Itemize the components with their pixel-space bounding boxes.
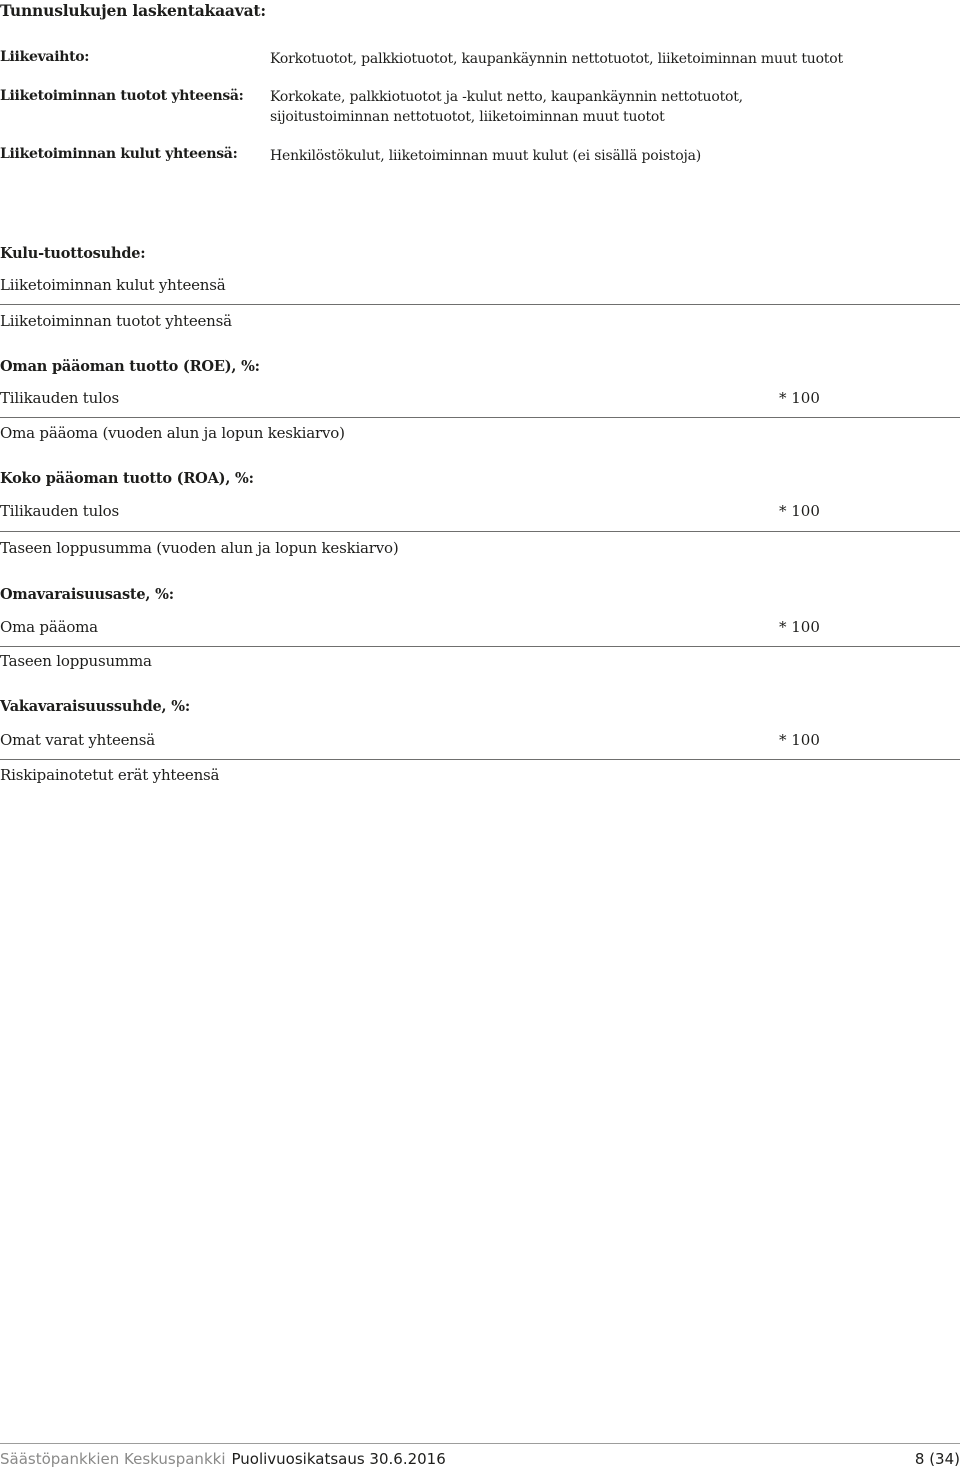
footer-report-title: Puolivuosikatsaus 30.6.2016 [231, 1450, 446, 1468]
definition-desc-kulut: Henkilöstökulut, liiketoiminnan muut kulut (ei sisällä poistoja) [270, 148, 702, 164]
formula-numerator-capital-adequacy: Omat varat yhteensä [0, 731, 156, 749]
page-footer [0, 1450, 960, 1468]
formula-numerator-cost-income: Liiketoiminnan kulut yhteensä [0, 276, 226, 294]
formula-heading-roa: Koko pääoman tuotto (ROA), %: [0, 470, 254, 487]
fraction-line-roa [0, 531, 960, 532]
formula-heading-roe: Oman pääoman tuotto (ROE), %: [0, 358, 260, 375]
fraction-line-equity-ratio [0, 646, 960, 647]
formula-denominator-cost-income: Liiketoiminnan tuotot yhteensä [0, 312, 232, 330]
definition-term-tuotot: Liiketoiminnan tuotot yhteensä: [0, 88, 244, 104]
page-title: Tunnuslukujen laskentakaavat: [0, 1, 266, 20]
formula-denominator-capital-adequacy: Riskipainotetut erät yhteensä [0, 766, 220, 784]
formula-denominator-roe: Oma pääoma (vuoden alun ja lopun keskiarvo) [0, 424, 345, 442]
formula-heading-capital-adequacy: Vakavaraisuussuhde, %: [0, 698, 190, 715]
footer-page-number: 8 (34) [914, 1450, 960, 1468]
definition-desc-liikevaihto: Korkotuotot, palkkiotuotot, kaupankäynnin nettotuotot, liiketoiminnan muut tuotot [270, 51, 843, 67]
formula-numerator-roa: Tilikauden tulos [0, 502, 120, 520]
definition-desc-tuotot-line2: sijoitustoiminnan nettotuotot, liiketoiminnan muut tuotot [270, 109, 665, 125]
footer-organization: Säästöpankkien Keskuspankki [0, 1450, 226, 1468]
formula-multiplier-capital-adequacy: * 100 [779, 731, 820, 749]
formula-denominator-equity-ratio: Taseen loppusumma [0, 652, 152, 670]
fraction-line-capital-adequacy [0, 759, 960, 760]
formula-multiplier-equity-ratio: * 100 [779, 618, 820, 636]
definition-term-kulut: Liiketoiminnan kulut yhteensä: [0, 146, 238, 162]
formula-multiplier-roa: * 100 [779, 502, 820, 520]
formula-heading-equity-ratio: Omavaraisuusaste, %: [0, 586, 174, 603]
formula-numerator-equity-ratio: Oma pääoma [0, 618, 98, 636]
formula-numerator-roe: Tilikauden tulos [0, 389, 120, 407]
fraction-line-cost-income [0, 304, 960, 305]
formula-multiplier-roe: * 100 [779, 389, 820, 407]
formula-heading-cost-income: Kulu-tuottosuhde: [0, 245, 146, 262]
fraction-line-roe [0, 417, 960, 418]
definition-term-liikevaihto: Liikevaihto: [0, 49, 90, 65]
footer-divider [0, 1443, 960, 1444]
definition-desc-tuotot-line1: Korkokate, palkkiotuotot ja -kulut netto, kaupankäynnin nettotuotot, [270, 89, 743, 105]
formula-denominator-roa: Taseen loppusumma (vuoden alun ja lopun keskiarvo) [0, 539, 399, 557]
